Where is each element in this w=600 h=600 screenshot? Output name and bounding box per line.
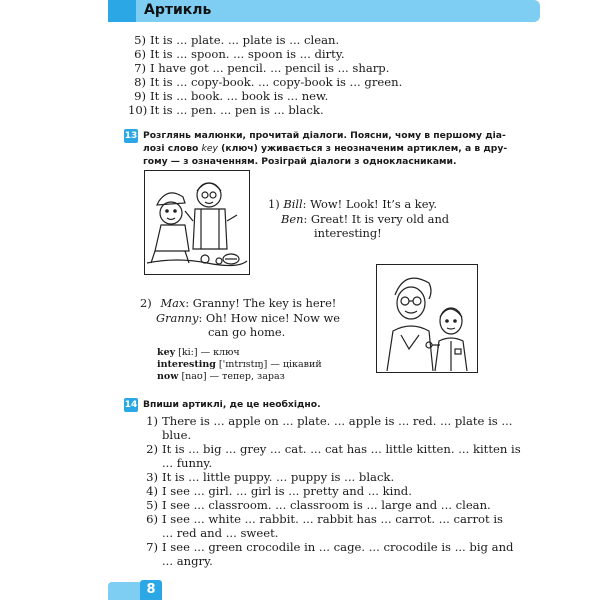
list-item: 6) I see ... white ... rabbit. ... rabbit has ... carrot. ... carrot is [146,512,504,526]
dialog-2: 2) Max: Granny! The key is here! Granny: Oh! How nice! Now we can go home. [140,296,340,339]
page-title: Артикль [144,2,212,18]
dialog-2-speaker-granny: Granny [156,310,199,325]
footer-bar [108,582,140,600]
task-14-instructions: Впиши артиклі, де це необхідно. [143,399,321,410]
list-item: 7) I see ... green crocodile in ... cage. ... crocodile is ... big and [146,540,514,554]
list-item: 5) It is ... plate. ... plate is ... clean. [134,33,340,47]
list-item: ... funny. [162,456,213,470]
dialog-1-speaker-ben: Ben [281,211,304,226]
list-item: 1) There is ... apple on ... plate. ... apple is ... red. ... plate is ... [146,414,513,428]
list-item: ... angry. [162,554,213,568]
list-item: 7) I have got ... pencil. ... pencil is ... sharp. [134,61,390,75]
task-13-badge: 13 [124,131,138,141]
list-item: 8) It is ... copy-book. ... copy-book is ... green. [134,75,403,89]
list-item: 5) I see ... classroom. ... classroom is ... large and ... clean. [146,498,491,512]
list-item: 9) It is ... book. ... book is ... new. [134,89,329,103]
page-number: 8 [140,580,162,600]
dialog-2-speaker-max: Max [160,296,186,310]
dialog-1: 1) Bill: Wow! Look! It’s a key. Ben: Great! It is very old and interesting! [268,197,450,240]
boys-drawing-icon [145,171,249,274]
list-item: 4) I see ... girl. ... girl is ... pretty and ... kind. [146,484,412,498]
task-13-instructions: Розглянь малюнки, прочитай діалоги. Поясни, чому в першому діа- лозі слово key (ключ) уживається з неозначеним артиклем, а в дру- гому — з означенням. Розіграй діалоги з однокласниками. [143,130,508,167]
vocabulary-box [157,347,322,383]
list-item: 3) It is ... little puppy. ... puppy is ... black. [146,470,395,484]
list-item: 2) It is ... big ... grey ... cat. ... cat has ... little kitten. ... kitten is [146,442,521,456]
list-item: blue. [162,428,192,442]
task-14-badge: 14 [124,400,138,410]
list-item: 6) It is ... spoon. ... spoon is ... dirty. [134,47,345,61]
illustration-granny-and-boy [376,264,478,373]
granny-drawing-icon [377,265,477,372]
vocab-item: key [ki:] — ключ [157,347,240,358]
header-tab [108,0,136,22]
list-item: 10) It is ... pen. ... pen is ... black. [128,103,324,117]
vocab-item: now [naʊ] — тепер, зараз [157,371,285,382]
vocab-item: interesting ['ɪntrɪstɪŋ] — цікавий [157,359,322,370]
list-item: ... red and ... sweet. [162,526,279,540]
dialog-1-speaker-bill: Bill [283,197,303,211]
illustration-boys-with-key [144,170,250,275]
